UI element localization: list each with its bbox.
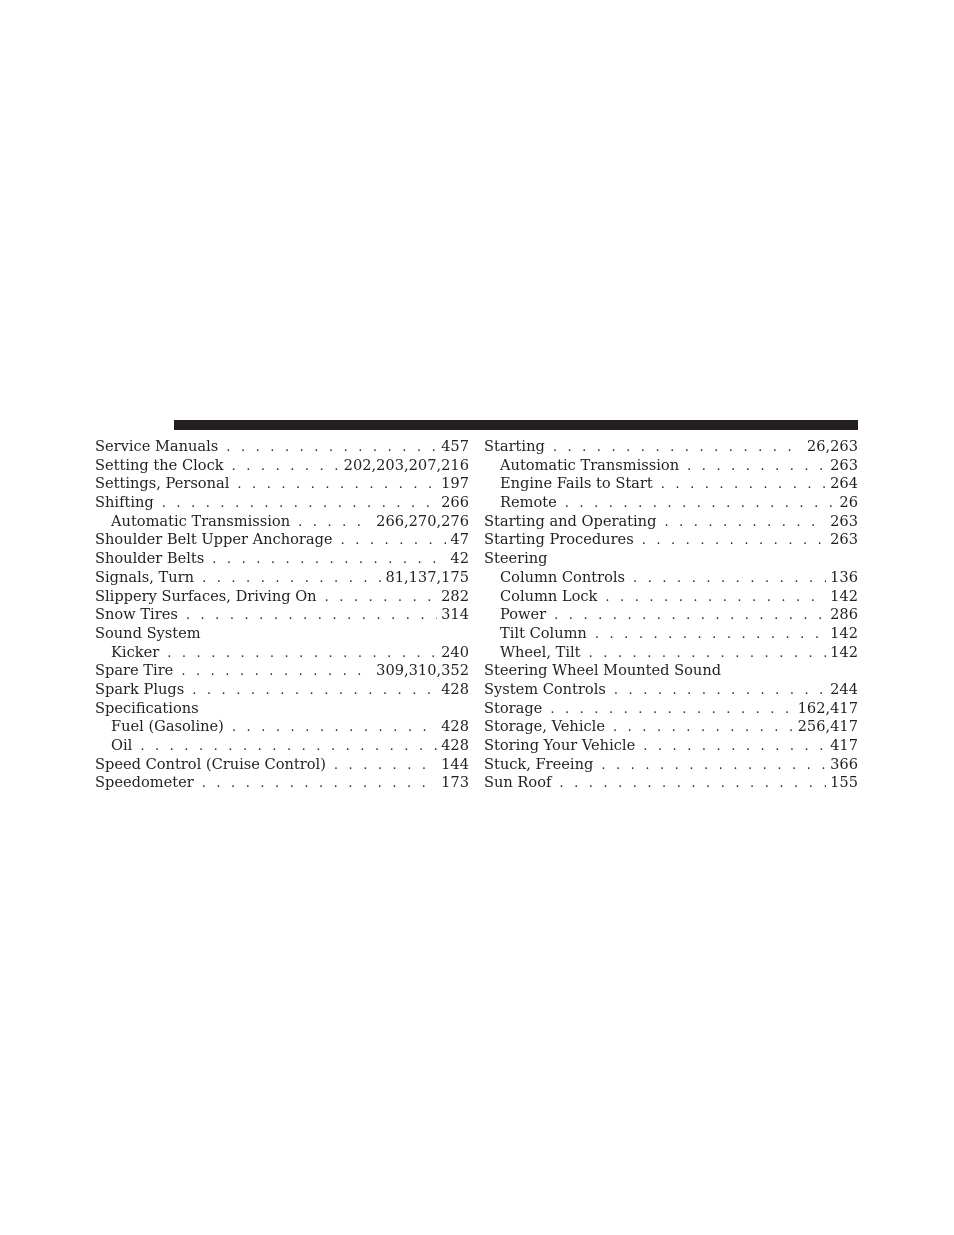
- entry-label: Wheel, Tilt: [500, 643, 581, 661]
- entry-label: Remote: [500, 494, 557, 512]
- index-entry: [95, 606, 469, 625]
- dot-leader: [595, 626, 826, 644]
- entry-label: Speedometer: [95, 774, 194, 792]
- dot-leader: [589, 645, 827, 663]
- entry-label: Spark Plugs: [95, 680, 185, 698]
- entry-label: Starting and Operating: [484, 512, 657, 530]
- index-subentry: [484, 606, 858, 625]
- entry-pages: 457: [441, 438, 469, 455]
- entry-label: Oil: [111, 737, 133, 754]
- index-entry: [95, 569, 469, 588]
- index-entry: [484, 756, 858, 775]
- entry-label: System Controls: [484, 680, 606, 698]
- index-entry: [95, 681, 469, 700]
- entry-label: Speed Control (Cruise Control): [95, 755, 326, 773]
- entry-pages: 155: [830, 774, 858, 792]
- entry-label: Automatic Transmission: [500, 456, 680, 474]
- entry-pages: 47: [450, 531, 469, 549]
- index-subentry: [95, 718, 469, 737]
- entry-pages: 136: [830, 568, 858, 586]
- dot-leader: [661, 476, 826, 494]
- entry-label: Service Manuals: [95, 438, 219, 455]
- entry-label: Shoulder Belts: [95, 550, 205, 568]
- index-column-left: [95, 438, 469, 793]
- entry-label: Specifications: [95, 699, 199, 717]
- index-entry: [484, 737, 858, 756]
- index-entry: [95, 588, 469, 607]
- index-heading: [484, 662, 858, 681]
- entry-pages: 142: [830, 587, 858, 605]
- entry-label: Slippery Surfaces, Driving On: [95, 587, 317, 605]
- dot-leader: [162, 495, 437, 513]
- entry-label: Automatic Transmission: [111, 512, 291, 530]
- dot-leader: [341, 532, 447, 550]
- index-subentry: [95, 644, 469, 663]
- index-entry: [95, 531, 469, 550]
- entry-pages: 428: [441, 680, 469, 698]
- index-column-right: [484, 438, 858, 793]
- entry-label: Snow Tires: [95, 606, 178, 624]
- dot-leader: [232, 719, 437, 737]
- entry-label: Setting the Clock: [95, 456, 224, 474]
- index-entry: [95, 475, 469, 494]
- entry-pages: 240: [441, 643, 469, 661]
- entry-pages: 42: [450, 550, 469, 568]
- entry-label: Power: [500, 606, 547, 624]
- entry-label: Starting: [484, 438, 545, 455]
- entry-label: Storing Your Vehicle: [484, 737, 636, 754]
- entry-label: Steering: [484, 550, 548, 568]
- index-entry: [95, 438, 469, 457]
- dot-leader: [192, 682, 437, 700]
- entry-label: Settings, Personal: [95, 475, 230, 493]
- entry-pages: 417: [830, 737, 858, 754]
- dot-leader: [642, 532, 826, 550]
- entry-pages: 142: [830, 643, 858, 661]
- index-heading: [484, 550, 858, 569]
- dot-leader: [202, 570, 381, 588]
- entry-pages: 366: [830, 755, 858, 773]
- dot-leader: [633, 570, 826, 588]
- entry-pages: 428: [441, 718, 469, 736]
- entry-label: Storage, Vehicle: [484, 718, 605, 736]
- index-entry: [95, 457, 469, 476]
- dot-leader: [334, 757, 437, 775]
- dot-leader: [553, 439, 803, 457]
- entry-label: Storage: [484, 699, 543, 717]
- entry-pages: 244: [830, 680, 858, 698]
- dot-leader: [554, 607, 826, 625]
- index-entry: [95, 756, 469, 775]
- dot-leader: [550, 701, 793, 719]
- entry-label: Starting Procedures: [484, 531, 634, 549]
- dot-leader: [325, 589, 438, 607]
- dot-leader: [601, 757, 826, 775]
- entry-label: Steering Wheel Mounted Sound: [484, 662, 722, 680]
- entry-label: Engine Fails to Start: [500, 475, 653, 493]
- dot-leader: [605, 589, 826, 607]
- entry-label: Stuck, Freeing: [484, 755, 594, 773]
- entry-pages: 264: [830, 475, 858, 493]
- index-subentry: [484, 475, 858, 494]
- entry-pages: 282: [441, 587, 469, 605]
- index-subentry: [95, 737, 469, 756]
- entry-label: Tilt Column: [500, 624, 587, 642]
- entry-pages: 256,417: [797, 718, 858, 736]
- dot-leader: [181, 663, 372, 681]
- index-subentry: [95, 513, 469, 532]
- dot-leader: [226, 439, 437, 457]
- dot-leader: [613, 719, 794, 737]
- entry-pages: 263: [830, 512, 858, 530]
- entry-pages: 286: [830, 606, 858, 624]
- dot-leader: [664, 514, 826, 532]
- entry-label: Fuel (Gasoline): [111, 718, 224, 736]
- index-entry: [95, 662, 469, 681]
- index-subentry: [484, 569, 858, 588]
- index-subentry: [484, 625, 858, 644]
- dot-leader: [212, 551, 446, 569]
- index-subentry: [484, 494, 858, 513]
- entry-pages: 202,203,207,216: [343, 456, 469, 474]
- dot-leader: [140, 738, 437, 756]
- entry-pages: 144: [441, 755, 469, 773]
- dot-leader: [186, 607, 437, 625]
- index-subentry: [484, 644, 858, 663]
- index-entry: [484, 681, 858, 700]
- entry-pages: 197: [441, 475, 469, 493]
- dot-leader: [565, 495, 836, 513]
- dot-leader: [614, 682, 826, 700]
- dot-leader: [202, 775, 437, 793]
- entry-pages: 142: [830, 624, 858, 642]
- index-entry: [484, 718, 858, 737]
- entry-label: Shoulder Belt Upper Anchorage: [95, 531, 333, 549]
- entry-label: Sound System: [95, 624, 201, 642]
- dot-leader: [643, 738, 826, 756]
- index-subentry: [484, 457, 858, 476]
- entry-pages: 26,263: [806, 438, 858, 455]
- entry-label: Kicker: [111, 643, 160, 661]
- entry-pages: 263: [830, 456, 858, 474]
- index-entry: [484, 774, 858, 793]
- dot-leader: [298, 514, 372, 532]
- entry-pages: 266,270,276: [376, 512, 469, 530]
- entry-label: Sun Roof: [484, 774, 552, 792]
- dot-leader: [237, 476, 437, 494]
- index-entry: [95, 494, 469, 513]
- entry-pages: 309,310,352: [376, 662, 469, 680]
- entry-pages: 266: [441, 494, 469, 512]
- entry-pages: 263: [830, 531, 858, 549]
- index-entry: [484, 438, 858, 457]
- entry-label: Column Controls: [500, 568, 626, 586]
- index-entry: [484, 513, 858, 532]
- entry-pages: 81,137,175: [385, 568, 469, 586]
- index-heading: [95, 700, 469, 719]
- entry-label: Shifting: [95, 494, 154, 512]
- dot-leader: [167, 645, 437, 663]
- entry-pages: 26: [839, 494, 858, 512]
- index-entry: [484, 700, 858, 719]
- entry-label: Signals, Turn: [95, 568, 195, 586]
- dot-leader: [559, 775, 826, 793]
- index-subentry: [484, 588, 858, 607]
- index-entry: [484, 531, 858, 550]
- entry-pages: 173: [441, 774, 469, 792]
- index-entry: [95, 774, 469, 793]
- dot-leader: [687, 458, 826, 476]
- entry-pages: 162,417: [797, 699, 858, 717]
- entry-label: Spare Tire: [95, 662, 174, 680]
- entry-label: Column Lock: [500, 587, 598, 605]
- entry-pages: 428: [441, 737, 469, 754]
- dot-leader: [232, 458, 340, 476]
- index-entry: [95, 550, 469, 569]
- index-heading: [95, 625, 469, 644]
- entry-pages: 314: [441, 606, 469, 624]
- section-header-bar: [174, 420, 858, 430]
